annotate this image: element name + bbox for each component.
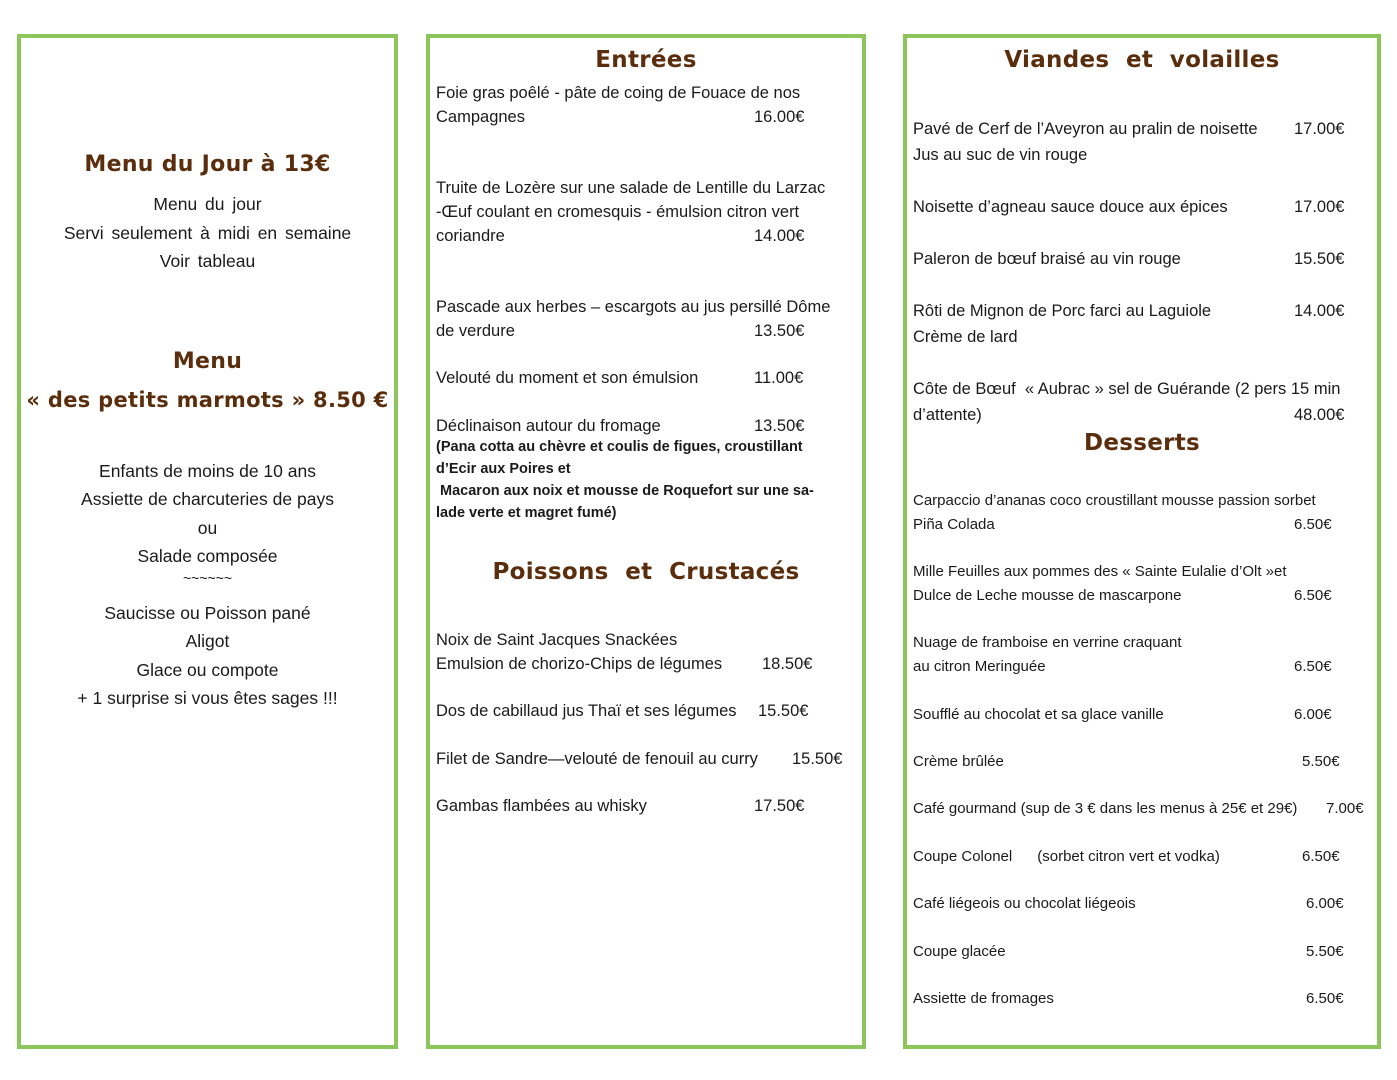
menu-enfants-line: Aligot	[185, 631, 230, 651]
menu-enfants-separator: ~~~~~~	[182, 570, 233, 586]
dessert-item-line: Mille Feuilles aux pommes des « Sainte Eulalie d’Olt »et	[913, 563, 1287, 580]
entree-price: 11.00€	[754, 369, 804, 387]
dessert-item-line: Dulce de Leche mousse de mascarpone	[913, 587, 1182, 604]
entree-detail-line: Macaron aux noix et mousse de Roquefort sur une sa-	[436, 483, 814, 499]
viande-item-line: Pavé de Cerf de l’Aveyron au pralin de noisette	[913, 120, 1258, 138]
entree-detail-line: d’Ecir aux Poires et	[436, 461, 571, 477]
entree-item-line: coriandre	[436, 227, 505, 245]
viandes-title: Viandes et volailles	[1004, 47, 1280, 73]
viande-item-line: Paleron de bœuf braisé au vin rouge	[913, 250, 1181, 268]
entree-item-line: Truite de Lozère sur une salade de Lentille du Larzac	[436, 179, 826, 197]
viande-price: 17.00€	[1294, 120, 1345, 138]
menu-enfants-subtitle: « des petits marmots » 8.50 €	[26, 388, 389, 412]
poisson-price: 18.50€	[762, 655, 813, 673]
panel-entrees-poissons	[426, 34, 866, 1049]
poisson-item-line: Noix de Saint Jacques Snackées	[436, 631, 678, 649]
entree-price: 13.50€	[754, 322, 805, 340]
viande-item-line: Noisette d’agneau sauce douce aux épices	[913, 198, 1228, 216]
dessert-price: 6.50€	[1294, 516, 1332, 533]
panel-viandes-desserts	[903, 34, 1381, 1049]
dessert-item-line: Soufflé au chocolat et sa glace vanille	[913, 706, 1164, 723]
poisson-item-line: Emulsion de chorizo-Chips de légumes	[436, 655, 723, 673]
poissons-title: Poissons et Crustacés	[492, 559, 800, 585]
dessert-item-line: Coupe glacée	[913, 943, 1006, 960]
desserts-title: Desserts	[1083, 430, 1201, 456]
dessert-item-line: Piña Colada	[913, 516, 995, 533]
entree-price: 13.50€	[754, 417, 805, 435]
dessert-item-line: Café liégeois ou chocolat liégeois	[913, 895, 1136, 912]
entree-price: 14.00€	[754, 227, 805, 245]
dessert-price: 5.50€	[1302, 753, 1340, 770]
menu-du-jour-title: Menu du Jour à 13€	[84, 152, 331, 177]
menu-enfants-line: Assiette de charcuteries de pays	[81, 489, 334, 509]
entree-price: 16.00€	[754, 108, 805, 126]
dessert-item-line: Coupe Colonel (sorbet citron vert et vodka)	[913, 848, 1220, 865]
dessert-item-line: Nuage de framboise en verrine craquant	[913, 634, 1182, 651]
entrees-title: Entrées	[595, 47, 697, 73]
menu-enfants-line: + 1 surprise si vous êtes sages !!!	[77, 688, 338, 708]
entree-item-line: Pascade aux herbes – escargots au jus persillé Dôme	[436, 298, 831, 316]
dessert-price: 6.50€	[1294, 658, 1332, 675]
menu-enfants-line: ou	[197, 518, 218, 538]
poisson-item-line: Gambas flambées au whisky	[436, 797, 647, 815]
entree-item-line: Déclinaison autour du fromage	[436, 417, 661, 435]
viande-price: 17.00€	[1294, 198, 1345, 216]
dessert-item-line: Crème brûlée	[913, 753, 1004, 770]
poisson-price: 15.50€	[792, 750, 843, 768]
poisson-price: 15.50€	[758, 702, 809, 720]
dessert-price: 6.50€	[1306, 990, 1344, 1007]
entree-detail-line: lade verte et magret fumé)	[436, 505, 617, 521]
poisson-item-line: Filet de Sandre—velouté de fenouil au curry	[436, 750, 758, 768]
dessert-item-line: au citron Meringuée	[913, 658, 1046, 675]
viande-item-line: Rôti de Mignon de Porc farci au Laguiole	[913, 302, 1212, 320]
viande-item-line: Crème de lard	[913, 328, 1018, 346]
entree-item-line: Campagnes	[436, 108, 525, 126]
viande-item-line: d’attente)	[913, 406, 982, 424]
entree-item-line: Velouté du moment et son émulsion	[436, 369, 699, 387]
menu-enfants-line: Salade composée	[137, 546, 278, 566]
menu-du-jour-line: Voir tableau	[159, 251, 256, 271]
dessert-item-line: Assiette de fromages	[913, 990, 1054, 1007]
entree-item-line: Foie gras poêlé - pâte de coing de Fouace de nos	[436, 84, 801, 102]
dessert-price: 7.00€	[1326, 800, 1364, 817]
menu-enfants-line: Glace ou compote	[136, 660, 279, 680]
dessert-price: 6.00€	[1294, 706, 1332, 723]
dessert-price: 6.50€	[1302, 848, 1340, 865]
dessert-price: 6.50€	[1294, 587, 1332, 604]
menu-enfants-line: Enfants de moins de 10 ans	[99, 461, 316, 481]
panel-menus	[17, 34, 398, 1049]
viande-item-line: Jus au suc de vin rouge	[913, 146, 1088, 164]
poisson-price: 17.50€	[754, 797, 805, 815]
viande-price: 14.00€	[1294, 302, 1345, 320]
viande-price: 15.50€	[1294, 250, 1345, 268]
dessert-item-line: Carpaccio d’ananas coco croustillant mousse passion sorbet	[913, 492, 1316, 509]
menu-du-jour-line: Menu du jour	[153, 194, 262, 214]
menu-enfants-title: Menu	[172, 349, 243, 374]
dessert-item-line: Café gourmand (sup de 3 € dans les menus à 25€ et 29€)	[913, 800, 1298, 817]
dessert-price: 5.50€	[1306, 943, 1344, 960]
dessert-price: 6.00€	[1306, 895, 1344, 912]
viande-price: 48.00€	[1294, 406, 1345, 424]
entree-detail-line: (Pana cotta au chèvre et coulis de figues, croustillant	[436, 439, 803, 455]
entree-item-line: -Œuf coulant en cromesquis - émulsion citron vert	[436, 203, 800, 221]
viande-item-line: Côte de Bœuf « Aubrac » sel de Guérande (2 pers 15 min	[913, 380, 1341, 398]
menu-enfants-line: Saucisse ou Poisson pané	[104, 603, 311, 623]
menu-du-jour-line: Servi seulement à midi en semaine	[63, 223, 352, 243]
poisson-item-line: Dos de cabillaud jus Thaï et ses légumes	[436, 702, 737, 720]
entree-item-line: de verdure	[436, 322, 515, 340]
